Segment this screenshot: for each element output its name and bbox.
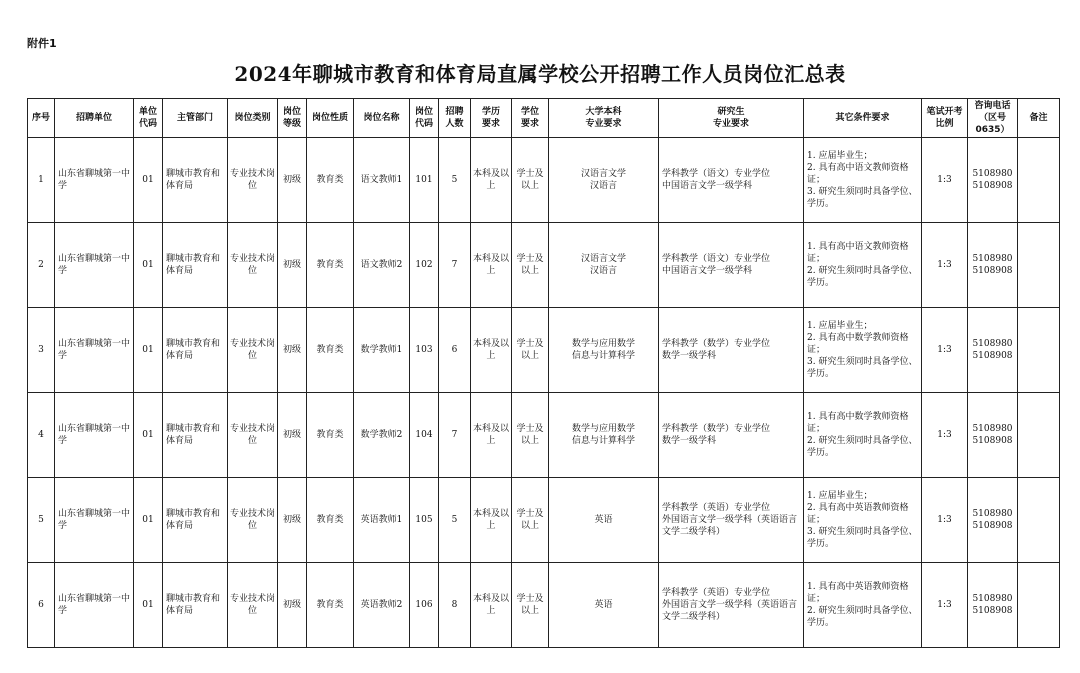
cell-dept: 聊城市教育和体育局 <box>163 478 228 563</box>
cell-unit-code: 01 <box>134 138 163 223</box>
cell-other: 1. 应届毕业生； 2. 具有高中英语教师资格证； 3. 研究生须同时具备学位、学历。 <box>804 478 922 563</box>
cell-level: 初级 <box>278 478 307 563</box>
cell-post-name: 数学教师2 <box>354 393 410 478</box>
cell-grad: 学科教学（数学）专业学位 数学一级学科 <box>659 308 804 393</box>
cell-undergrad: 英语 <box>549 563 659 648</box>
cell-post-code: 103 <box>410 308 439 393</box>
cell-count: 7 <box>439 393 471 478</box>
cell-nature: 教育类 <box>307 223 354 308</box>
cell-count: 7 <box>439 223 471 308</box>
cell-note <box>1018 308 1060 393</box>
cell-dept: 聊城市教育和体育局 <box>163 223 228 308</box>
cell-phone: 5108980 5108908 <box>968 393 1018 478</box>
table-row <box>28 563 1060 648</box>
cell-post-code: 101 <box>410 138 439 223</box>
cell-undergrad: 汉语言文学 汉语言 <box>549 138 659 223</box>
cell-ratio: 1:3 <box>922 223 968 308</box>
cell-other: 1. 应届毕业生； 2. 具有高中数学教师资格证； 3. 研究生须同时具备学位、学历。 <box>804 308 922 393</box>
cell-degree: 学士及以上 <box>512 308 549 393</box>
cell-grad: 学科教学（语文）专业学位 中国语言文学一级学科 <box>659 223 804 308</box>
cell-unit: 山东省聊城第一中学 <box>55 563 134 648</box>
cell-post-code: 104 <box>410 393 439 478</box>
cell-degree: 学士及以上 <box>512 223 549 308</box>
cell-grad: 学科教学（语文）专业学位 中国语言文学一级学科 <box>659 138 804 223</box>
cell-post-name: 语文教师2 <box>354 223 410 308</box>
col-header-seq: 序号 <box>28 99 55 138</box>
cell-degree: 学士及以上 <box>512 563 549 648</box>
cell-category: 专业技术岗位 <box>228 393 278 478</box>
page-title: 2024年聊城市教育和体育局直属学校公开招聘工作人员岗位汇总表 <box>234 62 846 86</box>
cell-other: 1. 具有高中数学教师资格证； 2. 研究生须同时具备学位、学历。 <box>804 393 922 478</box>
col-header-count: 招聘 人数 <box>439 99 471 138</box>
attachment-label: 附件1 <box>27 37 57 50</box>
cell-undergrad: 英语 <box>549 478 659 563</box>
table-row <box>28 223 1060 308</box>
cell-post-name: 英语教师1 <box>354 478 410 563</box>
cell-dept: 聊城市教育和体育局 <box>163 393 228 478</box>
col-header-unit: 招聘单位 <box>55 99 134 138</box>
cell-level: 初级 <box>278 223 307 308</box>
cell-unit: 山东省聊城第一中学 <box>55 478 134 563</box>
cell-level: 初级 <box>278 308 307 393</box>
cell-ratio: 1:3 <box>922 393 968 478</box>
table-header-row <box>28 99 1060 138</box>
cell-level: 初级 <box>278 138 307 223</box>
cell-note <box>1018 478 1060 563</box>
cell-undergrad: 数学与应用数学 信息与计算科学 <box>549 393 659 478</box>
cell-post-code: 106 <box>410 563 439 648</box>
cell-category: 专业技术岗位 <box>228 478 278 563</box>
cell-ratio: 1:3 <box>922 563 968 648</box>
cell-dept: 聊城市教育和体育局 <box>163 563 228 648</box>
cell-unit-code: 01 <box>134 393 163 478</box>
cell-nature: 教育类 <box>307 308 354 393</box>
cell-edu: 本科及以上 <box>471 393 512 478</box>
cell-note <box>1018 138 1060 223</box>
table-row <box>28 393 1060 478</box>
col-header-ratio: 笔试开考 比例 <box>922 99 968 138</box>
cell-edu: 本科及以上 <box>471 563 512 648</box>
cell-seq: 5 <box>28 478 55 563</box>
cell-dept: 聊城市教育和体育局 <box>163 138 228 223</box>
cell-seq: 3 <box>28 308 55 393</box>
cell-phone: 5108980 5108908 <box>968 308 1018 393</box>
cell-edu: 本科及以上 <box>471 478 512 563</box>
col-header-note: 备注 <box>1018 99 1060 138</box>
col-header-nature: 岗位性质 <box>307 99 354 138</box>
cell-phone: 5108980 5108908 <box>968 478 1018 563</box>
col-header-grad: 研究生 专业要求 <box>659 99 804 138</box>
cell-phone: 5108980 5108908 <box>968 138 1018 223</box>
cell-ratio: 1:3 <box>922 138 968 223</box>
cell-post-name: 语文教师1 <box>354 138 410 223</box>
cell-unit-code: 01 <box>134 478 163 563</box>
col-header-phone: 咨询电话 （区号 0635） <box>968 99 1018 138</box>
col-header-unit-code: 单位 代码 <box>134 99 163 138</box>
col-header-undergrad: 大学本科 专业要求 <box>549 99 659 138</box>
col-header-post-name: 岗位名称 <box>354 99 410 138</box>
cell-category: 专业技术岗位 <box>228 308 278 393</box>
cell-degree: 学士及以上 <box>512 393 549 478</box>
cell-seq: 6 <box>28 563 55 648</box>
col-header-edu: 学历 要求 <box>471 99 512 138</box>
cell-other: 1. 应届毕业生； 2. 具有高中语文教师资格证； 3. 研究生须同时具备学位、学历。 <box>804 138 922 223</box>
col-header-category: 岗位类别 <box>228 99 278 138</box>
cell-degree: 学士及以上 <box>512 138 549 223</box>
cell-note <box>1018 393 1060 478</box>
table-row <box>28 308 1060 393</box>
cell-undergrad: 汉语言文学 汉语言 <box>549 223 659 308</box>
cell-edu: 本科及以上 <box>471 308 512 393</box>
cell-nature: 教育类 <box>307 138 354 223</box>
cell-edu: 本科及以上 <box>471 138 512 223</box>
cell-other: 1. 具有高中英语教师资格证； 2. 研究生须同时具备学位、学历。 <box>804 563 922 648</box>
cell-category: 专业技术岗位 <box>228 223 278 308</box>
cell-post-code: 102 <box>410 223 439 308</box>
cell-unit: 山东省聊城第一中学 <box>55 393 134 478</box>
cell-unit: 山东省聊城第一中学 <box>55 223 134 308</box>
cell-ratio: 1:3 <box>922 478 968 563</box>
cell-unit: 山东省聊城第一中学 <box>55 308 134 393</box>
cell-count: 5 <box>439 478 471 563</box>
table-row <box>28 478 1060 563</box>
cell-phone: 5108980 5108908 <box>968 223 1018 308</box>
cell-ratio: 1:3 <box>922 308 968 393</box>
cell-grad: 学科教学（数学）专业学位 数学一级学科 <box>659 393 804 478</box>
cell-category: 专业技术岗位 <box>228 563 278 648</box>
cell-note <box>1018 563 1060 648</box>
cell-unit-code: 01 <box>134 308 163 393</box>
cell-post-code: 105 <box>410 478 439 563</box>
table-row <box>28 138 1060 223</box>
cell-unit: 山东省聊城第一中学 <box>55 138 134 223</box>
cell-undergrad: 数学与应用数学 信息与计算科学 <box>549 308 659 393</box>
col-header-level: 岗位 等级 <box>278 99 307 138</box>
cell-nature: 教育类 <box>307 393 354 478</box>
cell-unit-code: 01 <box>134 563 163 648</box>
cell-count: 6 <box>439 308 471 393</box>
cell-nature: 教育类 <box>307 478 354 563</box>
cell-level: 初级 <box>278 563 307 648</box>
cell-other: 1. 具有高中语文教师资格证； 2. 研究生须同时具备学位、学历。 <box>804 223 922 308</box>
col-header-post-code: 岗位 代码 <box>410 99 439 138</box>
recruitment-table <box>27 98 1060 648</box>
cell-unit-code: 01 <box>134 223 163 308</box>
cell-count: 8 <box>439 563 471 648</box>
cell-dept: 聊城市教育和体育局 <box>163 308 228 393</box>
cell-seq: 1 <box>28 138 55 223</box>
col-header-degree: 学位 要求 <box>512 99 549 138</box>
cell-seq: 4 <box>28 393 55 478</box>
cell-category: 专业技术岗位 <box>228 138 278 223</box>
cell-post-name: 英语教师2 <box>354 563 410 648</box>
cell-level: 初级 <box>278 393 307 478</box>
cell-seq: 2 <box>28 223 55 308</box>
col-header-other: 其它条件要求 <box>804 99 922 138</box>
cell-grad: 学科教学（英语）专业学位 外国语言文学一级学科（英语语言文学二级学科） <box>659 478 804 563</box>
cell-phone: 5108980 5108908 <box>968 563 1018 648</box>
cell-note <box>1018 223 1060 308</box>
cell-degree: 学士及以上 <box>512 478 549 563</box>
cell-grad: 学科教学（英语）专业学位 外国语言文学一级学科（英语语言文学二级学科） <box>659 563 804 648</box>
cell-count: 5 <box>439 138 471 223</box>
cell-post-name: 数学教师1 <box>354 308 410 393</box>
col-header-dept: 主管部门 <box>163 99 228 138</box>
cell-nature: 教育类 <box>307 563 354 648</box>
cell-edu: 本科及以上 <box>471 223 512 308</box>
